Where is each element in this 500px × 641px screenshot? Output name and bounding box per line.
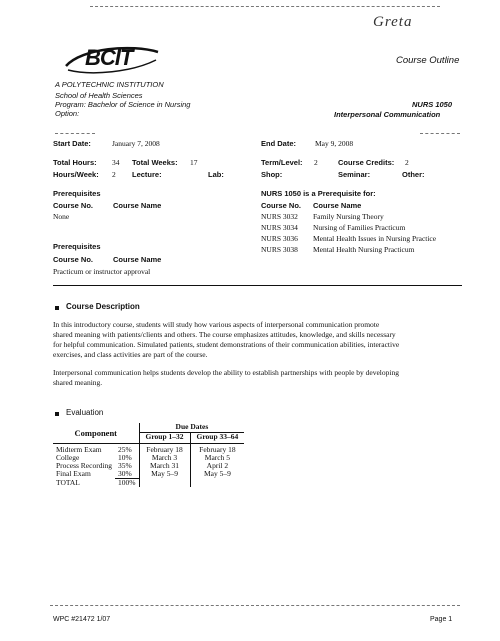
- start-date: January 7, 2008: [112, 139, 160, 148]
- weight-cell: 30%: [115, 470, 139, 479]
- group1-date-cell: February 18: [139, 444, 190, 455]
- prereq-for-no: NURS 3034: [261, 223, 298, 232]
- seminar-label: Seminar:: [338, 170, 371, 179]
- section-divider: [53, 285, 462, 286]
- prereq-for-col-name: Course Name: [313, 201, 362, 210]
- description-line: shared meaning with patients/clients and others. The course emphasizes attitudes, knowledge, and skills necessary: [53, 330, 396, 339]
- footer-left: WPC #21472 1/07: [53, 616, 111, 623]
- scan-artifact: [90, 6, 440, 7]
- hours-week: 2: [112, 170, 116, 179]
- bullet-icon: [55, 306, 59, 310]
- prereq-col-name-2: Course Name: [113, 255, 162, 264]
- prereq-col-no: Course No.: [53, 201, 94, 210]
- component-header: Component: [53, 423, 139, 444]
- divider-dashed: [420, 133, 460, 134]
- program: Program: Bachelor of Science in Nursing: [55, 100, 191, 109]
- group2-date-cell: April 2: [206, 461, 229, 470]
- description-line: Interpersonal communication helps students develop the ability to establish partnerships with people by developing: [53, 368, 399, 377]
- hours-week-label: Hours/Week:: [53, 170, 99, 179]
- component-cell: Process Recording: [56, 461, 113, 470]
- weight-cell: 10%: [115, 454, 139, 462]
- lecture-label: Lecture:: [132, 170, 162, 179]
- prereq-for-no: NURS 3032: [261, 212, 298, 221]
- prereq-for-col-no: Course No.: [261, 201, 302, 210]
- total-hours: 34: [112, 158, 120, 167]
- prereq-for-name: Nursing of Families Practicum: [313, 223, 406, 232]
- prereq-for-name: Mental Health Issues in Nursing Practice: [313, 234, 437, 243]
- prereq-alt: Practicum or instructor approval: [53, 267, 151, 276]
- group1-date-cell: [139, 479, 190, 488]
- prereq-for-no: NURS 3036: [261, 234, 298, 243]
- divider-dashed: [55, 133, 95, 134]
- end-date-label: End Date:: [261, 139, 297, 148]
- school: School of Health Sciences: [55, 91, 143, 100]
- prereq-for-name: Mental Health Nursing Practicum: [313, 245, 415, 254]
- weight-cell: 35%: [115, 462, 139, 470]
- table-row: [53, 479, 244, 488]
- prereq-for-heading: NURS 1050 is a Prerequisite for:: [261, 189, 376, 198]
- prereq-col-name: Course Name: [113, 201, 162, 210]
- logo-text: BCIT: [85, 45, 133, 70]
- due-dates-header: Due Dates: [139, 423, 244, 433]
- component-cell: Final Exam: [56, 469, 91, 478]
- prereq-none: None: [53, 212, 70, 221]
- course-code: NURS 1050: [412, 100, 453, 109]
- footer-right: Page 1: [430, 616, 453, 623]
- footer-divider: [50, 605, 460, 606]
- handwritten-note: Greta: [373, 14, 413, 30]
- start-date-label: Start Date:: [53, 139, 91, 148]
- term-label: Term/Level:: [261, 158, 303, 167]
- group1-header: Group 1–32: [139, 433, 190, 444]
- table-row: [53, 470, 244, 479]
- description-line: for helpful communication. Simulated patients, student demonstrations of their communication abilities, interactive: [53, 340, 400, 349]
- group2-date-cell: March 5: [204, 453, 230, 462]
- prereq-heading-2: Prerequisites: [53, 242, 101, 251]
- group1-date-cell: May 5–9: [139, 470, 190, 479]
- bullet-icon: [55, 412, 59, 416]
- lab-label: Lab:: [208, 170, 224, 179]
- description-line: shared meaning.: [53, 378, 103, 387]
- description-heading: Course Description: [66, 302, 140, 311]
- weight-cell: 100%: [115, 479, 139, 488]
- total-weeks: 17: [190, 158, 198, 167]
- group2-date-cell: [190, 479, 244, 488]
- component-cell: College: [56, 453, 80, 462]
- total-hours-label: Total Hours:: [53, 158, 97, 167]
- term: 2: [314, 158, 318, 167]
- evaluation-table: [53, 423, 244, 487]
- component-cell: Midterm Exam: [56, 445, 102, 454]
- group1-date-cell: March 3: [139, 454, 190, 462]
- group2-date-cell: May 5–9: [203, 469, 231, 478]
- weight-cell: 25%: [115, 444, 139, 455]
- prereq-col-no-2: Course No.: [53, 255, 94, 264]
- option: Option:: [55, 109, 80, 118]
- component-cell: TOTAL: [56, 477, 80, 487]
- description-line: In this introductory course, students will study how various aspects of interpersonal communication promote: [53, 320, 380, 329]
- shop-label: Shop:: [261, 170, 283, 179]
- doc-type: Course Outline: [396, 55, 460, 66]
- credits-label: Course Credits:: [338, 158, 395, 167]
- course-title: Interpersonal Communication: [334, 110, 441, 119]
- description-line: exercises, and class activities are part of the course.: [53, 350, 208, 359]
- end-date: May 9, 2008: [315, 139, 354, 148]
- group1-date-cell: March 31: [139, 462, 190, 470]
- prereq-heading: Prerequisites: [53, 189, 101, 198]
- evaluation-heading: Evaluation: [66, 408, 104, 417]
- other-label: Other:: [402, 170, 425, 179]
- prereq-for-name: Family Nursing Theory: [313, 212, 384, 221]
- prereq-for-no: NURS 3038: [261, 245, 298, 254]
- group2-header: Group 33–64: [190, 433, 244, 444]
- group2-date-cell: February 18: [199, 445, 236, 454]
- tagline: A POLYTECHNIC INSTITUTION: [55, 80, 164, 89]
- total-weeks-label: Total Weeks:: [132, 158, 178, 167]
- credits: 2: [405, 158, 409, 167]
